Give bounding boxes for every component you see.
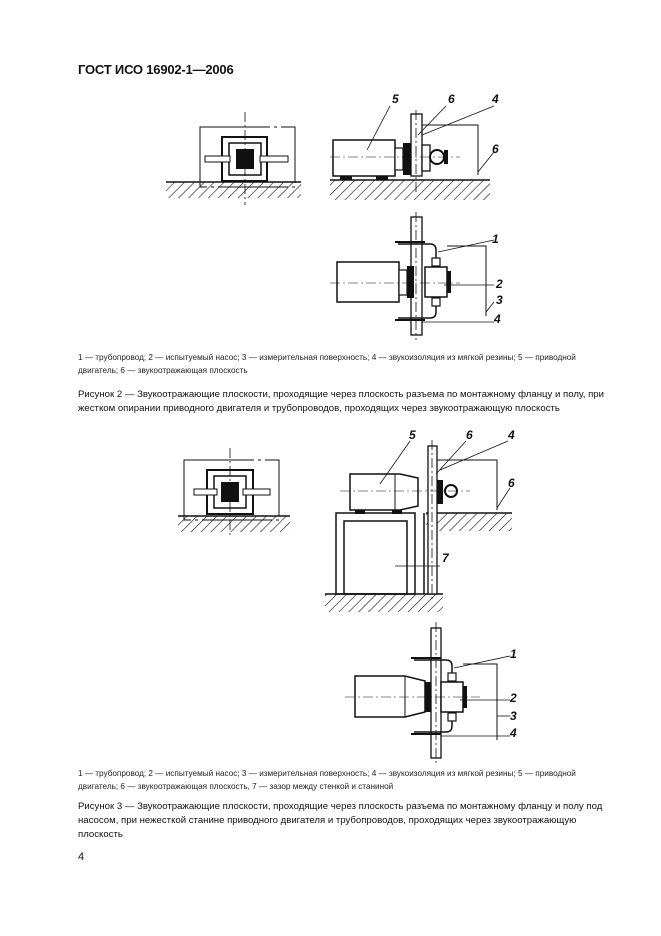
- figure-2-side-view-large: [330, 106, 494, 200]
- fig3-label-4-top: 4: [508, 428, 515, 442]
- figure-2-side-view-small: [166, 112, 301, 205]
- fig2-label-6-top: 6: [448, 92, 455, 106]
- fig2-label-4-bottom: 4: [494, 312, 501, 326]
- fig3-label-5: 5: [409, 428, 416, 442]
- fig2-label-5: 5: [392, 92, 399, 106]
- fig3-label-7: 7: [442, 551, 449, 565]
- fig3-label-6-right: 6: [508, 476, 515, 490]
- fig3-label-3: 3: [510, 709, 517, 723]
- fig2-label-3: 3: [496, 293, 503, 307]
- figure-3-legend: 1 — трубопровод; 2 — испытуемый насос; 3 — измерительная поверхность; 4 — звукоизоляция из мягкой резины; 5 — приводной двигатель; 6 — звукоотражающая плоскость, 7 — зазор между стенкой и станиной: [78, 769, 576, 791]
- fig2-label-6-right: 6: [492, 142, 499, 156]
- figure-2-caption: Рисунок 2 — Звукоотражающие плоскости, проходящие через плоскость разъема по монтажному фланцу и полу, при жестком опирании приводного двигателя и трубопроводов, проходящих через звукоотражающую плоскость: [78, 389, 604, 414]
- fig3-label-1: 1: [510, 647, 517, 661]
- figure-2-top-view: [330, 212, 494, 340]
- figure-3-side-view-large: [325, 440, 512, 612]
- figure-3-top-view: [345, 622, 510, 765]
- fig2-label-2: 2: [496, 277, 503, 291]
- fig3-label-6-top: 6: [466, 428, 473, 442]
- document-header: ГОСТ ИСО 16902-1—2006: [78, 62, 234, 77]
- figure-2-legend: 1 — трубопровод; 2 — испытуемый насос; 3 — измерительная поверхность; 4 — звукоизоляция из мягкой резины; 5 — приводной двигатель; 6 — звукоотражающая плоскость: [78, 353, 576, 375]
- fig2-label-4-top: 4: [492, 92, 499, 106]
- figure-3-side-view-small: [178, 448, 290, 538]
- fig3-label-2: 2: [510, 691, 517, 705]
- figure-3-caption: Рисунок 3 — Звукоотражающие плоскости, проходящие через плоскость разъема по монтажному фланцу и полу под насосом, при нежесткой станине приводного двигателя и трубопроводов, проходящих через звукоотражающую плоскость: [78, 801, 603, 840]
- fig3-label-4-bottom: 4: [510, 726, 517, 740]
- fig2-label-1: 1: [492, 232, 499, 246]
- page-number: 4: [78, 851, 85, 863]
